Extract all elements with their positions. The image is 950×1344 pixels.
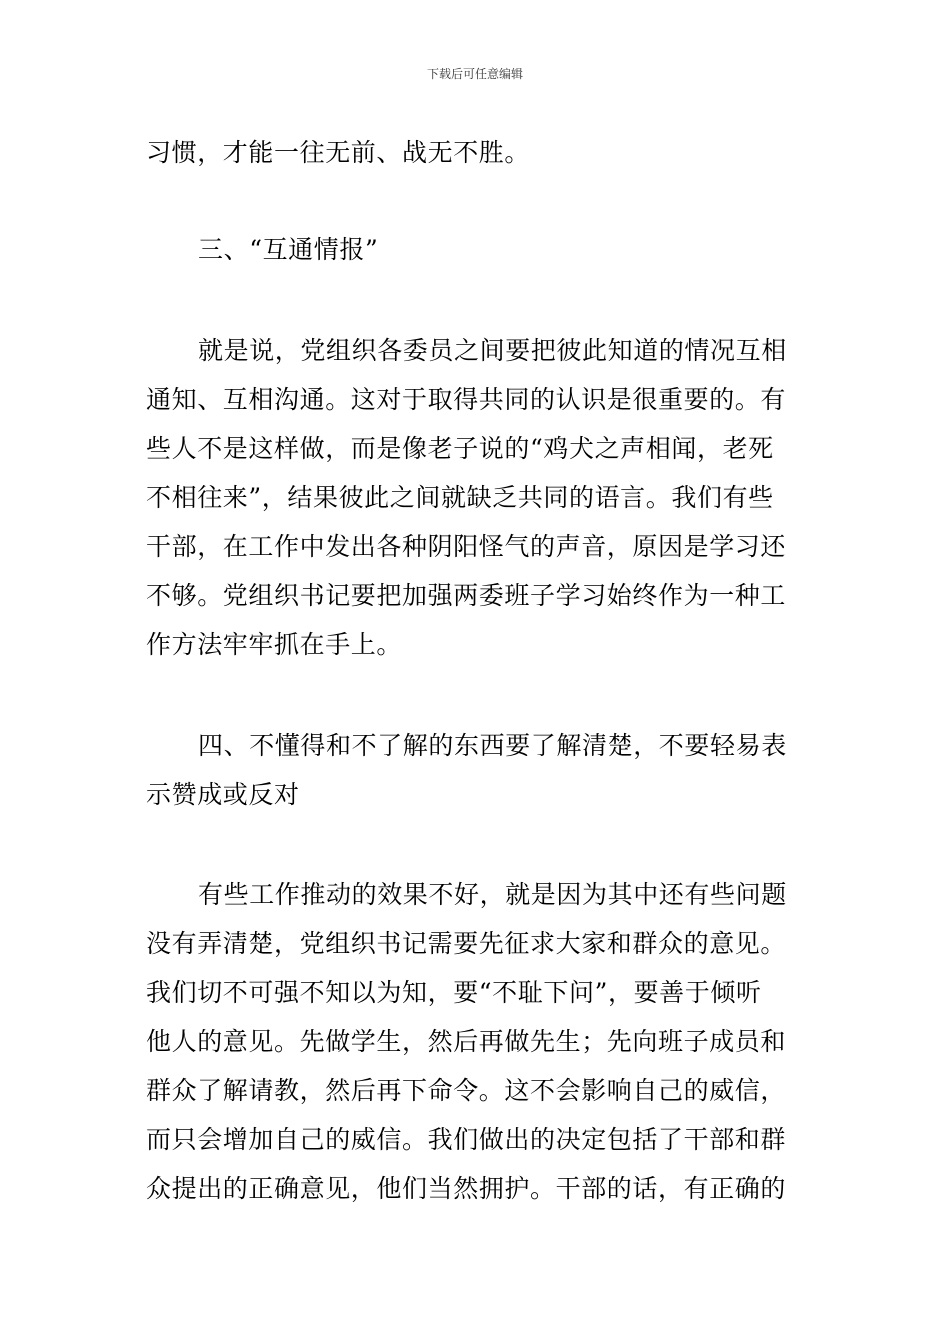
text-line: 我们切不可强不知以为知，要“不耻下问”，要善于倾听: [146, 978, 762, 1007]
text-line: 不够。党组织书记要把加强两委班子学习始终作为一种工: [146, 581, 787, 610]
text-line: 作方法牢牢抓在手上。: [146, 630, 403, 659]
text-line: 没有弄清楚，党组织书记需要先征求大家和群众的意见。: [146, 929, 787, 958]
text-line: 就是说，党组织各委员之间要把彼此知道的情况互相: [198, 336, 787, 365]
section-heading-4: [146, 721, 808, 819]
heading-line: 三、“互通情报”: [198, 235, 379, 264]
heading-line: 示赞成或反对: [146, 780, 300, 809]
text-line: 些人不是这样做，而是像老子说的“鸡犬之声相闻，老死: [146, 434, 774, 463]
page-header-note: 下载后可任意编辑: [426, 67, 523, 81]
paragraph-section-4: [146, 870, 808, 1213]
text-line: 通知、互相沟通。这对于取得共同的认识是很重要的。有: [146, 385, 787, 414]
paragraph-continuation: [146, 128, 808, 177]
text-line: 有些工作推动的效果不好，就是因为其中还有些问题: [198, 880, 787, 909]
section-heading-3: [146, 225, 808, 274]
text-line: 不相往来”，结果彼此之间就缺乏共同的语言。我们有些: [146, 483, 774, 512]
text-line: 干部，在工作中发出各种阴阳怪气的声音，原因是学习还: [146, 532, 787, 561]
text-line: 众提出的正确意见，他们当然拥护。干部的话，有正确的: [146, 1174, 787, 1203]
heading-line: 四、不懂得和不了解的东西要了解清楚，不要轻易表: [198, 731, 787, 760]
paragraph-section-3: [146, 326, 808, 669]
text-line: 他人的意见。先做学生，然后再做先生；先向班子成员和: [146, 1027, 787, 1056]
text-line: 而只会增加自己的威信。我们做出的决定包括了干部和群: [146, 1125, 787, 1154]
text-line: 群众了解请教，然后再下命令。这不会影响自己的威信，: [146, 1076, 787, 1105]
text-line: 习惯，才能一往无前、战无不胜。: [146, 138, 531, 167]
